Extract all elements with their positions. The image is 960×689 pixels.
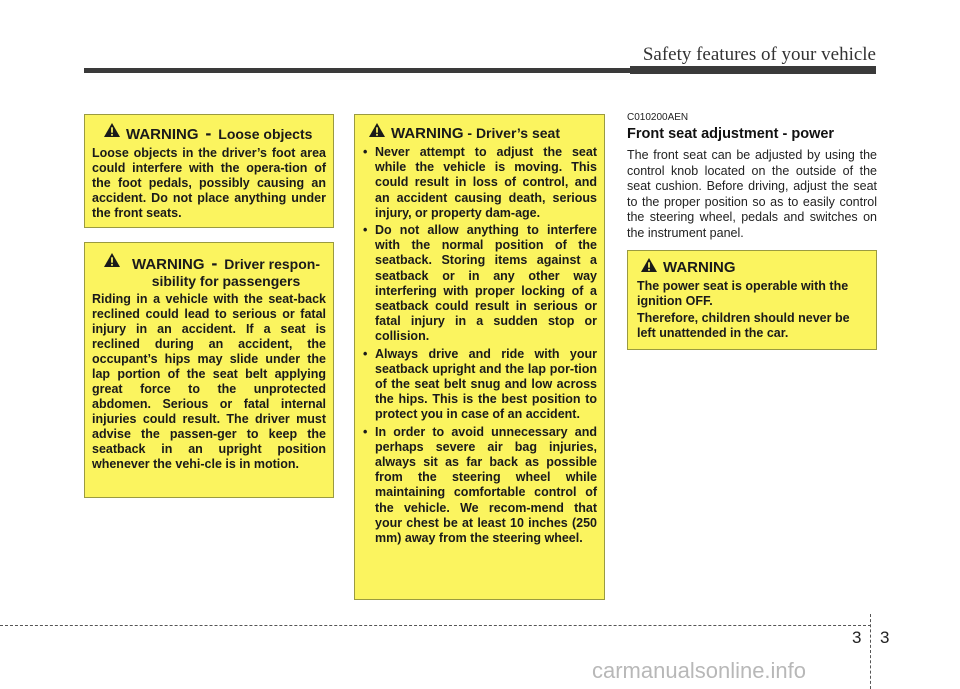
section-code: C010200AEN xyxy=(627,112,689,123)
warning-driver-responsibility xyxy=(84,242,334,498)
section-body: The front seat can be adjusted by using the control knob located on the outside of the seat cushion. Before driving, adjust the seat to the proper position so as to easily control the steering wheel, pedals and switches on the instrument panel. xyxy=(627,148,877,240)
warning-label: WARNING xyxy=(126,126,199,143)
warning-body: Riding in a vehicle with the seat-back reclined could lead to serious or fatal injury in an accident. If a seat is reclined during an accident, the occupant’s hips may slide under the lap portion of the seat belt applying great force to the unprotected abdomen. Serious or fatal internal injuries could result. The driver must advise the passen-ger to keep the seatback in an upright position whenever the vehi-cle is in motion. xyxy=(92,292,326,471)
warning-line: Therefore, children should never be left unattended in the car. xyxy=(637,311,850,340)
warning-body xyxy=(637,279,867,341)
warning-power-seat xyxy=(627,250,877,350)
page-number: 3 xyxy=(880,628,890,647)
header-title: Safety features of your vehicle xyxy=(642,44,876,65)
warning-header xyxy=(92,255,326,289)
warning-line: The power seat is operable with the ignition OFF. xyxy=(637,279,849,308)
warning-subject: Driver respon-sibility for passengers xyxy=(151,256,320,289)
warning-dash: - xyxy=(205,123,212,143)
warning-triangle-icon xyxy=(104,123,120,137)
warning-triangle-icon xyxy=(641,258,657,272)
warning-loose-objects xyxy=(84,114,334,228)
chapter-number: 3 xyxy=(852,628,862,647)
warning-label: WARNING xyxy=(132,256,205,273)
header-rule-tab xyxy=(630,66,876,74)
list-item: • In order to avoid unnecessary and perhaps severe air bag injuries, always sit as far back as possible from the steering wheel while maintaining comfortable control of the vehicle. We recom-mend that your chest be at least 10 inches (250 mm) away from the steering wheel. xyxy=(363,425,597,547)
watermark: carmanualsonline.info xyxy=(592,658,807,683)
warning-label: WARNING xyxy=(391,125,464,142)
warning-body: Loose objects in the driver’s foot area could interfere with the opera-tion of the foot pedals, possibly causing an accident. Do not place anything under the front seats. xyxy=(92,146,326,220)
warning-subject: Loose objects xyxy=(218,126,313,142)
warning-header xyxy=(637,260,867,276)
page-number-divider xyxy=(870,614,871,689)
warning-label: WARNING xyxy=(663,259,736,276)
warning-dash: - xyxy=(211,253,218,273)
warning-header xyxy=(363,125,597,142)
warning-drivers-seat xyxy=(354,114,605,600)
warning-triangle-icon xyxy=(369,123,385,137)
warning-triangle-icon xyxy=(104,253,120,267)
list-item: • Never attempt to adjust the seat while the vehicle is moving. This could result in loss of control, and an accident causing death, serious injury, or property dam-age. xyxy=(363,145,597,221)
warning-bullet-list xyxy=(363,145,597,546)
warning-subject: - Driver’s seat xyxy=(467,125,560,141)
list-item: • Always drive and ride with your seatback upright and the lap por-tion of the seat belt snug and low across the hips. This is the best position to protect you in case of an accident. xyxy=(363,347,597,423)
section-title: Front seat adjustment - power xyxy=(627,126,835,142)
warning-header xyxy=(92,125,326,143)
list-item: • Do not allow anything to interfere with the normal position of the seatback. Storing items against a seatback or in any other way interfering with proper locking of a seatback could result in serious or fatal injury in a sudden stop or collision. xyxy=(363,223,597,345)
footer-rule xyxy=(0,625,871,626)
